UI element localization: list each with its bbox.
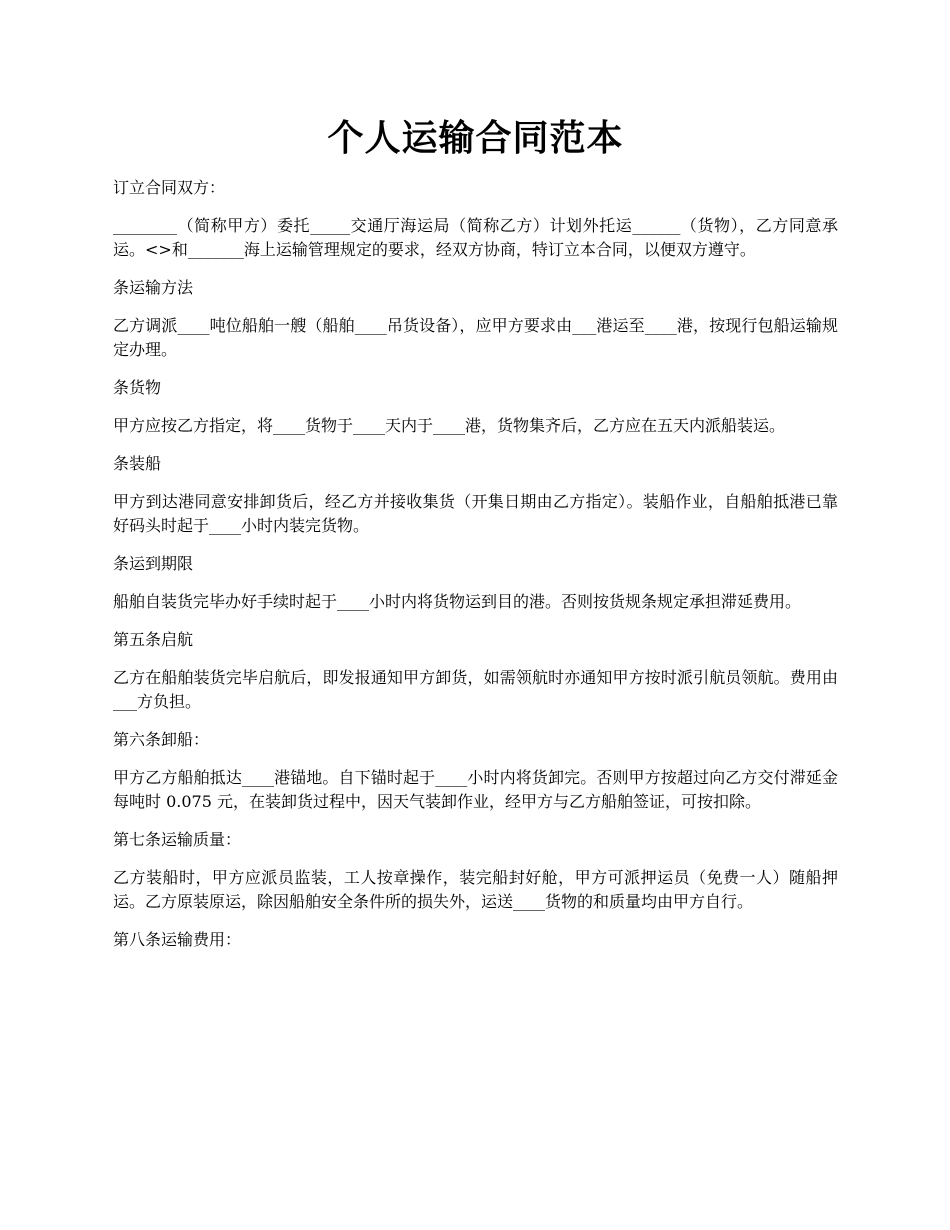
paragraph: 甲方到达港同意安排卸货后，经乙方并接收集货（开集日期由乙方指定）。装船作业，自船舶抵港已靠好码头时起于____小时内装完货物。 — [113, 492, 838, 535]
paragraph: 乙方在船舶装货完毕启航后，即发报通知甲方卸货，如需领航时亦通知甲方按时派引航员领航。费用由___方负担。 — [113, 668, 838, 711]
section-heading: 条运到期限 — [113, 554, 194, 573]
section-heading: 第七条运输质量： — [113, 830, 242, 849]
paragraph: ________（简称甲方）委托_____交通厅海运局（简称乙方）计划外托运______（货物），乙方同意承运。<>和_______海上运输管理规定的要求，经双方协商，特订立本合同，以便双方遵守。 — [113, 216, 838, 259]
document-title: 个人运输合同范本 — [327, 117, 624, 159]
section-heading: 条装船 — [113, 454, 162, 473]
section-heading: 订立合同双方： — [113, 178, 226, 197]
paragraph: 乙方调派____吨位船舶一艘（船舶____吊货设备），应甲方要求由___港运至____港，按现行包船运输规定办理。 — [113, 316, 838, 359]
section-heading: 第六条卸船： — [113, 730, 210, 749]
section-heading: 第五条启航 — [113, 630, 194, 649]
paragraph: 船舶自装货完毕办好手续时起于____小时内将货物运到目的港。否则按货规条规定承担滞延费用。 — [113, 592, 802, 611]
section-heading: 条货物 — [113, 378, 162, 397]
section-heading: 条运输方法 — [113, 278, 194, 297]
paragraph: 甲方乙方船舶抵达____港锚地。自下锚时起于____小时内将货卸完。否则甲方按超过向乙方交付滞延金每吨时 0.075 元，在装卸货过程中，因天气装卸作业，经甲方与乙方船舶签证，可按扣除。 — [113, 768, 838, 811]
paragraph: 甲方应按乙方指定，将____货物于____天内于____港，货物集齐后，乙方应在五天内派船装运。 — [113, 416, 786, 435]
section-heading: 第八条运输费用： — [113, 930, 242, 949]
paragraph: 乙方装船时，甲方应派员监装，工人按章操作，装完船封好舱，甲方可派押运员（免费一人）随船押运。乙方原装原运，除因船舶安全条件所的损失外，运送____货物的和质量均由甲方自行。 — [113, 868, 838, 911]
